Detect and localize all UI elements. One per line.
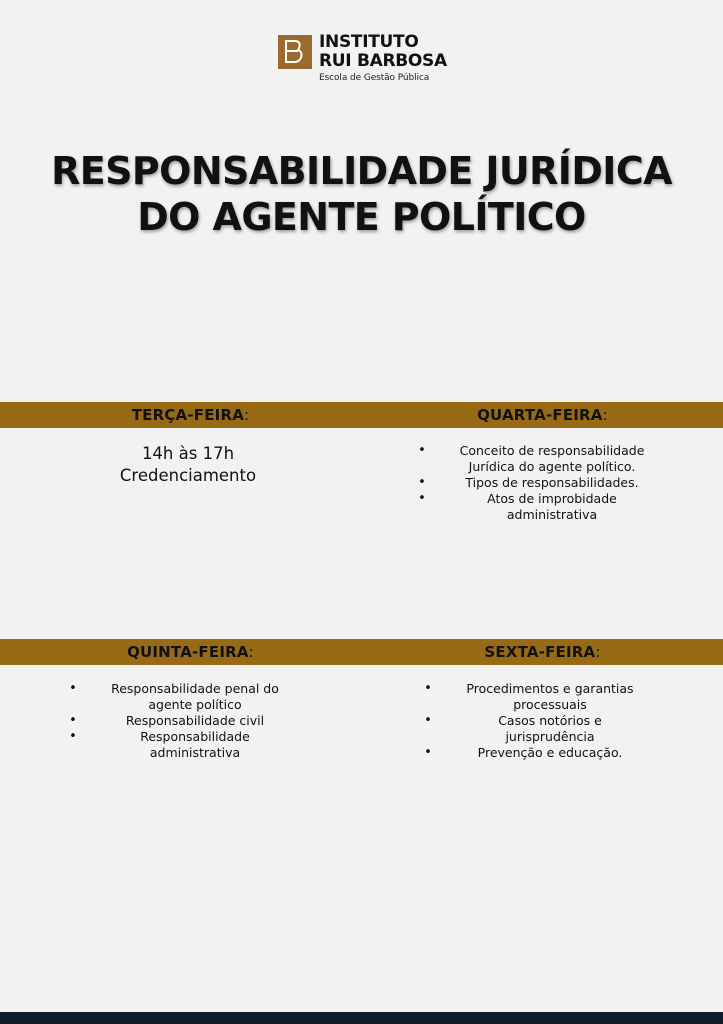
schedule-band-2 [0, 639, 723, 665]
logo-name-line2: RUI BARBOSA [319, 51, 447, 71]
list-item: • Conceito de responsabilidade Jurídica do agente político. [412, 443, 668, 475]
wednesday-list [412, 443, 668, 523]
tuesday-activity: Credenciamento [119, 466, 257, 485]
day-heading-wednesday: QUARTA-FEIRA: [477, 406, 608, 424]
footer-strip [0, 1012, 723, 1024]
bullet-icon: • [69, 681, 77, 696]
list-item: • Responsabilidade civil [63, 713, 303, 729]
friday-list [418, 681, 658, 761]
tuesday-time: 14h às 17h [141, 444, 235, 463]
bullet-icon: • [424, 681, 432, 696]
logo-subtitle: Escola de Gestão Pública [319, 73, 430, 83]
bullet-icon: • [69, 729, 77, 744]
title-line2: DO AGENTE POLÍTICO [137, 195, 586, 239]
list-item: • Procedimentos e garantias processuais [418, 681, 658, 713]
bullet-icon: • [418, 491, 426, 506]
day-heading-tuesday: TERÇA-FEIRA: [131, 406, 250, 424]
tuesday-schedule [88, 443, 288, 487]
title-line1: RESPONSABILIDADE JURÍDICA [51, 149, 672, 193]
list-item: • Tipos de responsabilidades. [412, 475, 668, 491]
bullet-icon: • [418, 475, 426, 490]
day-heading-friday: SEXTA-FEIRA: [484, 643, 601, 661]
thursday-list [63, 681, 303, 761]
bullet-icon: • [69, 713, 77, 728]
bullet-icon: • [424, 745, 432, 760]
logo-mark-icon [278, 35, 312, 69]
bullet-icon: • [424, 713, 432, 728]
list-item: • Responsabilidade penal do agente político [63, 681, 303, 713]
logo-name-line1: INSTITUTO [319, 32, 419, 52]
list-item: • Prevenção e educação. [418, 745, 658, 761]
list-item: • Responsabilidade administrativa [63, 729, 303, 761]
schedule-band-1 [0, 402, 723, 428]
list-item: • Atos de improbidade administrativa [412, 491, 668, 523]
bullet-icon: • [418, 443, 426, 458]
institute-logo [278, 33, 447, 83]
list-item: • Casos notórios e jurisprudência [418, 713, 658, 745]
page-title [0, 148, 723, 240]
day-heading-thursday: QUINTA-FEIRA: [127, 643, 254, 661]
